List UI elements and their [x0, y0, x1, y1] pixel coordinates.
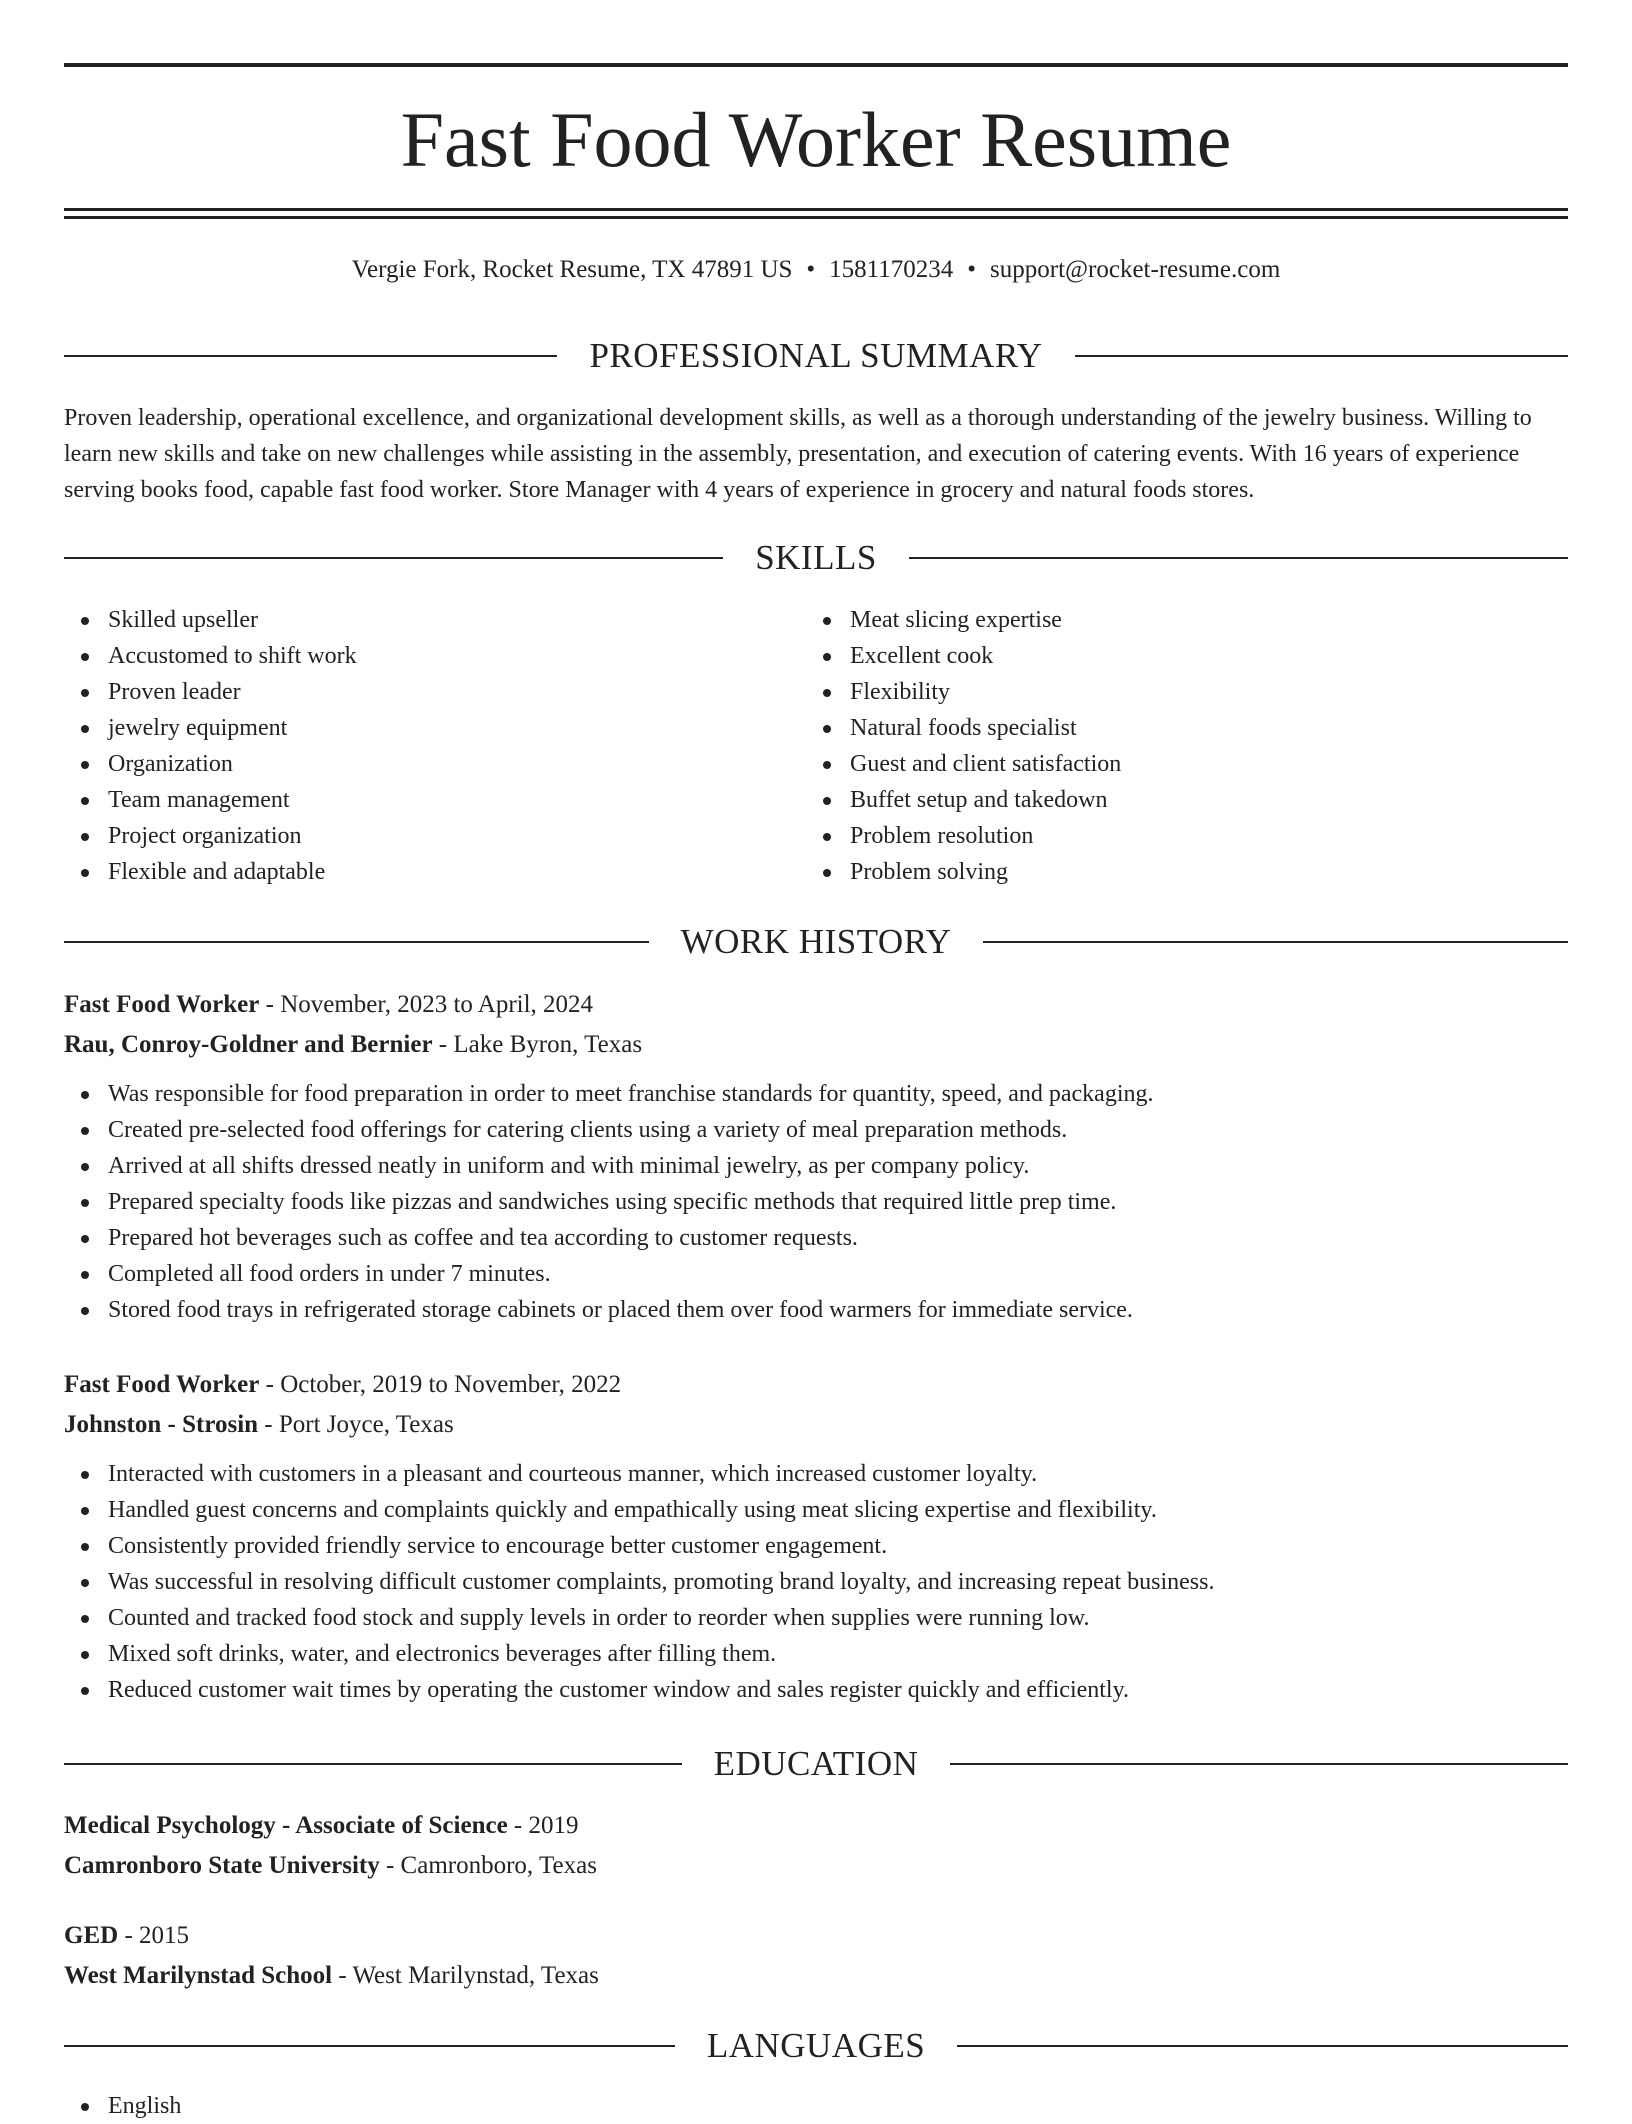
section-header-skills — [64, 536, 1568, 580]
skill-item: Proven leader — [64, 674, 764, 710]
skill-item: Problem solving — [806, 854, 1506, 890]
job-duty-item: Completed all food orders in under 7 minutes. — [64, 1256, 1568, 1292]
contact-address: Vergie Fork, Rocket Resume, TX 47891 US — [351, 256, 793, 283]
section-header-education — [64, 1742, 1568, 1786]
education-school: Camronboro State University — [64, 1852, 380, 1879]
section-rule-right — [1075, 355, 1568, 357]
education-location: - West Marilynstad, Texas — [332, 1962, 599, 1989]
skill-item: Meat slicing expertise — [806, 602, 1506, 638]
job-title: Fast Food Worker — [64, 1371, 260, 1398]
title-double-rule — [64, 208, 1568, 219]
skill-item: Natural foods specialist — [806, 710, 1506, 746]
section-header-work — [64, 920, 1568, 964]
section-rule-left — [64, 941, 649, 943]
skill-item: jewelry equipment — [64, 710, 764, 746]
skill-item: Project organization — [64, 818, 764, 854]
skill-item: Excellent cook — [806, 638, 1506, 674]
job-duty-item: Counted and tracked food stock and supply levels in order to reorder when supplies were running low. — [64, 1600, 1568, 1636]
language-item: English — [64, 2088, 764, 2124]
resume-title: Fast Food Worker Resume — [400, 96, 1232, 183]
contact-line — [64, 252, 1568, 288]
job-duty-item: Was responsible for food preparation in order to meet franchise standards for quantity, speed, and packaging. — [64, 1076, 1568, 1112]
section-rule-right — [950, 1763, 1568, 1765]
job-location: - Port Joyce, Texas — [258, 1411, 454, 1438]
education-year: - 2015 — [118, 1922, 190, 1949]
section-title-education: EDUCATION — [713, 1744, 919, 1783]
skills-column-right — [806, 602, 1506, 890]
skill-item: Organization — [64, 746, 764, 782]
job-duty-item: Arrived at all shifts dressed neatly in uniform and with minimal jewelry, as per company policy. — [64, 1148, 1568, 1184]
education-degree: GED — [64, 1922, 119, 1949]
job-entry — [64, 1365, 1568, 1708]
contact-separator: • — [967, 256, 977, 283]
section-header-summary — [64, 334, 1568, 378]
section-title-languages: LANGUAGES — [706, 2026, 926, 2065]
job-duty-item: Mixed soft drinks, water, and electronics beverages after filling them. — [64, 1636, 1568, 1672]
section-rule-right — [983, 941, 1568, 943]
skill-item: Flexibility — [806, 674, 1506, 710]
skill-item: Guest and client satisfaction — [806, 746, 1506, 782]
education-school: West Marilynstad School — [64, 1962, 333, 1989]
contact-separator: • — [806, 256, 816, 283]
skills-column-left — [64, 602, 764, 890]
skill-item: Flexible and adaptable — [64, 854, 764, 890]
job-dates: - November, 2023 to April, 2024 — [259, 991, 594, 1018]
job-duty-item: Consistently provided friendly service to encourage better customer engagement. — [64, 1528, 1568, 1564]
job-duty-item: Created pre-selected food offerings for catering clients using a variety of meal preparation methods. — [64, 1112, 1568, 1148]
skill-item: Team management — [64, 782, 764, 818]
skill-item: Buffet setup and takedown — [806, 782, 1506, 818]
section-rule-right — [909, 557, 1568, 559]
job-duty-item: Reduced customer wait times by operating the customer window and sales register quickly and efficiently. — [64, 1672, 1568, 1708]
section-rule-left — [64, 557, 723, 559]
job-duty-item: Interacted with customers in a pleasant and courteous manner, which increased customer loyalty. — [64, 1456, 1568, 1492]
section-title-work: WORK HISTORY — [680, 922, 952, 961]
job-duty-item: Prepared hot beverages such as coffee and tea according to customer requests. — [64, 1220, 1568, 1256]
job-location: - Lake Byron, Texas — [432, 1031, 643, 1058]
section-header-languages — [64, 2024, 1568, 2068]
skill-item: Accustomed to shift work — [64, 638, 764, 674]
contact-phone: 1581170234 — [829, 256, 954, 283]
section-rule-left — [64, 2045, 675, 2047]
section-rule-right — [957, 2045, 1568, 2047]
education-location: - Camronboro, Texas — [379, 1852, 597, 1879]
job-company: Rau, Conroy-Goldner and Bernier — [64, 1031, 433, 1058]
job-duty-item: Prepared specialty foods like pizzas and sandwiches using specific methods that required little prep time. — [64, 1184, 1568, 1220]
job-entry — [64, 985, 1568, 1328]
contact-email: support@rocket-resume.com — [990, 256, 1281, 283]
job-duty-item: Stored food trays in refrigerated storage cabinets or placed them over food warmers for immediate service. — [64, 1292, 1568, 1328]
skill-item: Problem resolution — [806, 818, 1506, 854]
section-title-summary: PROFESSIONAL SUMMARY — [589, 336, 1043, 375]
section-title-skills: SKILLS — [755, 538, 877, 577]
job-duty-item: Handled guest concerns and complaints quickly and empathically using meat slicing expertise and flexibility. — [64, 1492, 1568, 1528]
job-dates: - October, 2019 to November, 2022 — [259, 1371, 622, 1398]
job-duty-item: Was successful in resolving difficult customer complaints, promoting brand loyalty, and increasing repeat business. — [64, 1564, 1568, 1600]
job-title: Fast Food Worker — [64, 991, 260, 1018]
job-company: Johnston - Strosin — [64, 1411, 259, 1438]
education-entry — [64, 1916, 1568, 1996]
education-year: - 2019 — [507, 1812, 579, 1839]
education-degree: Medical Psychology - Associate of Science — [64, 1812, 508, 1839]
professional-summary-text: Proven leadership, operational excellence, and organizational development skills, as well as a thorough understanding of the jewelry business. Willing to learn new skills and take on new challenges while assisting in the assembly, presentation, and execution of catering events. With 16 years of experience serving books food, capable fast food worker. Store Manager with 4 years of experience in grocery and natural foods stores. — [64, 405, 1532, 503]
top-rule — [64, 63, 1568, 67]
section-rule-left — [64, 1763, 682, 1765]
languages-list — [64, 2088, 764, 2124]
education-entry — [64, 1806, 1568, 1886]
section-rule-left — [64, 355, 557, 357]
skill-item: Skilled upseller — [64, 602, 764, 638]
